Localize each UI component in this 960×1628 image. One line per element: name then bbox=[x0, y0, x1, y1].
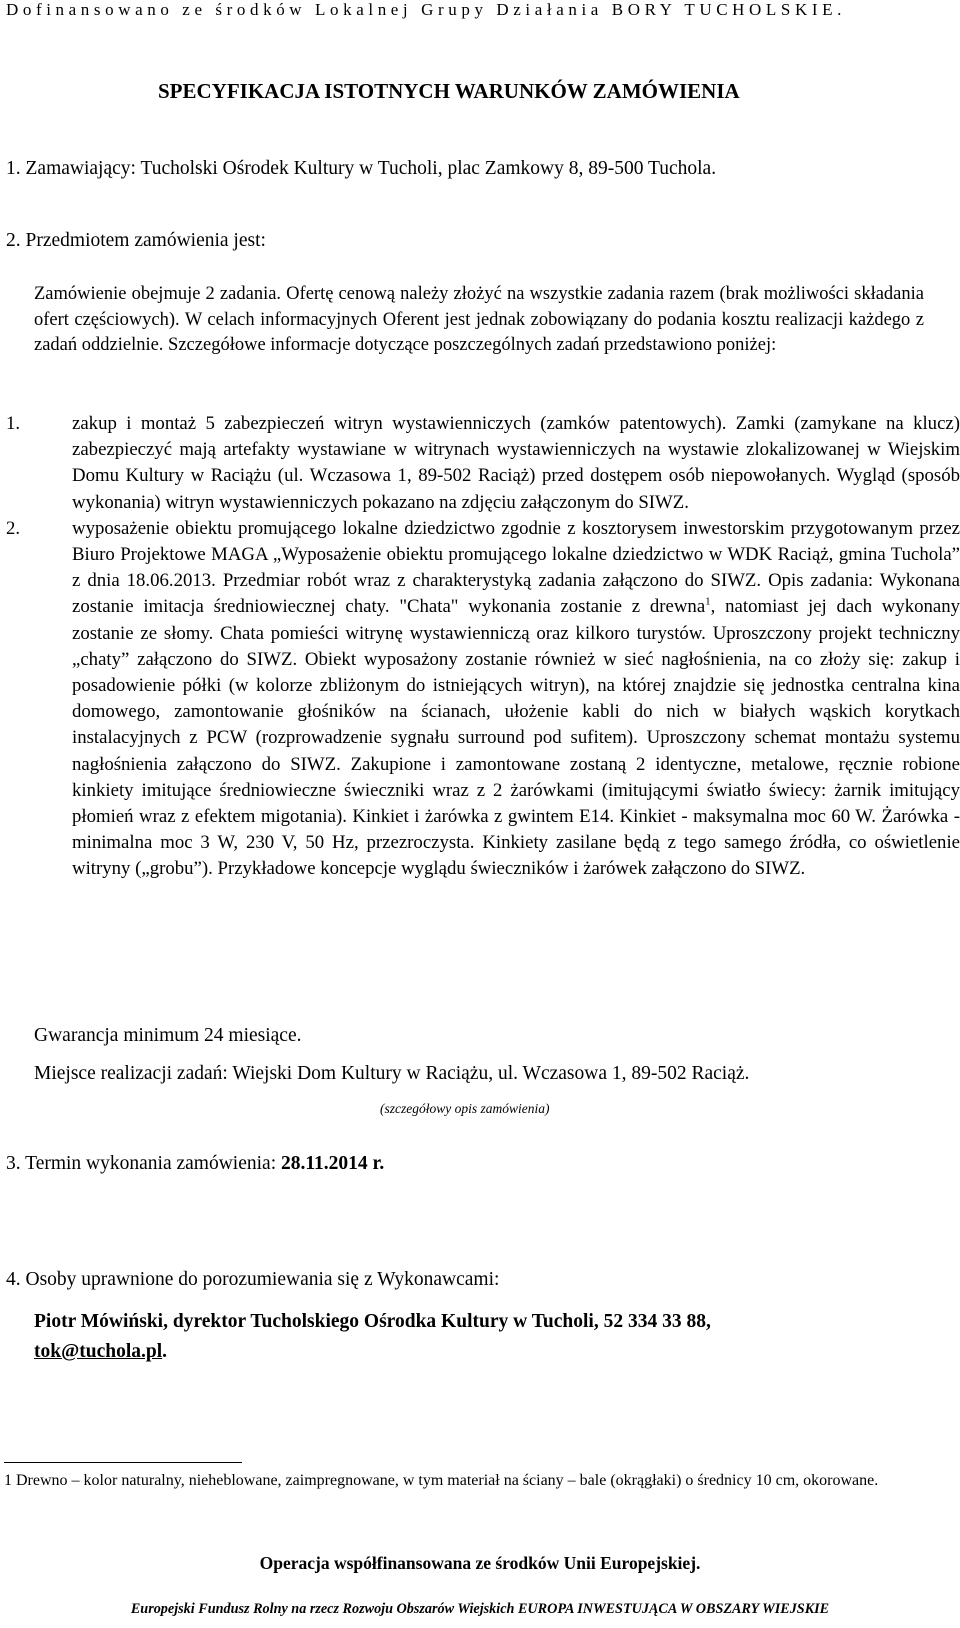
task-item-1-text: zakup i montaż 5 zabezpieczeń witryn wystawienniczych (zamków patentowych). Zamki (zamykane na klucz) zabezpieczyć mają artefakty wystawiane w witrynach wystawienniczych na wystawie zlokalizowanej w Wiejskim Domu Kultury w Raciążu (ul. Wczasowa 1, 89-502 Raciąż) przed dostępem osób niepowołanych. Wygląd (sposób wykonania) witryn wystawienniczych pokazano na zdjęciu załączonym do SIWZ. bbox=[72, 413, 960, 513]
contact-email-line bbox=[34, 1341, 167, 1363]
section-3-deadline bbox=[6, 1153, 384, 1175]
task-item-2-number: 2. bbox=[6, 517, 21, 539]
detail-caption: (szczegółowy opis zamówienia) bbox=[380, 1101, 550, 1116]
deadline-label: 3. Termin wykonania zamówienia: bbox=[6, 1153, 281, 1174]
contact-person: Piotr Mówiński, dyrektor Tucholskiego Ośrodka Kultury w Tucholi, 52 334 33 88, bbox=[34, 1311, 711, 1332]
footer-cofinancing: Operacja współfinansowana ze środków Unii Europejskiej. bbox=[259, 1553, 701, 1573]
section-4-heading: 4. Osoby uprawnione do porozumiewania się z Wykonawcami: bbox=[6, 1269, 500, 1290]
task-item-2-text-a: wyposażenie obiektu promującego lokalne dziedzictwo zgodnie z kosztorysem inwestorskim przygotowanym przez Biuro Projektowe MAGA „Wyposażenie obiektu promującego lokalne dziedzictwo w WDK Raciąż, gmina Tuchola” z dnia 18.06.2013. Przedmiar robót wraz z charakterystyką zadania załączono do SIWZ. Opis zadania: Wykonana zostanie imitacja średniowiecznej chaty. "Chata" wykonania zostanie z drewna bbox=[72, 517, 960, 618]
footnote-separator bbox=[4, 1462, 242, 1463]
task-item-1 bbox=[6, 411, 960, 516]
document-title: SPECYFIKACJA ISTOTNYCH WARUNKÓW ZAMÓWIENIA bbox=[158, 79, 740, 103]
section-2-intro: Zamówienie obejmuje 2 zadania. Ofertę cenową należy złożyć na wszystkie zadania razem (brak możliwości składania ofert częściowych). W celach informacyjnych Oferent jest jednak zobowiązany do podania kosztu realizacji każdego z zadań oddzielnie. Szczegółowe informacje dotyczące poszczególnych zadań przedstawiono poniżej: bbox=[34, 284, 924, 356]
task-item-2-text-b: , natomiast jej dach wykonany zostanie ze słomy. Chata pomieści witrynę wystawienniczą oraz kilkoro turystów. Uproszczony projekt techniczny „chaty” załączono do SIWZ. Obiekt wyposażony zostanie również w sieć nagłośnienia, na co złoży się: zakup i posadowienie półki (w kolorze zbliżonym do istniejących witryn), na której znajdzie się jednostka centralna kina domowego, zamontowanie głośników na ścianach, ułożenie kabli do nich w białych wąskich korytkach instalacyjnych z PCW (rozprowadzenie sygnału surround pod sufitem). Uproszczony schemat montażu systemu nagłośnienia załączono do SIWZ. Zakupione i zamontowane zostaną 2 identyczne, metalowe, ręcznie robione kinkiety imitujące średniowieczne świeczniki wraz z 2 żarówkami (imitującymi światło świecy: żarnik imitujący płomień wraz z efektem migotania). Kinkiet i żarówka z gwintem E14. Kinkiet - maksymalna moc 60 W. Żarówka - minimalna moc 3 W, 230 V, 50 Hz, przezroczysta. Kinkiety zasilane będą z tego samego źródła, co oświetlenie witryny („grobu”). Przykładowe koncepcje wyglądu świeczników i żarówek załączono do SIWZ. bbox=[72, 596, 960, 880]
footer-eafrd: Europejski Fundusz Rolny na rzecz Rozwoju Obszarów Wiejskich EUROPA INWESTUJĄCA W OBSZARY WIEJSKIE bbox=[130, 1601, 830, 1617]
deadline-date: 28.11.2014 r. bbox=[281, 1153, 385, 1174]
contact-email-link[interactable]: tok@tuchola.pl bbox=[34, 1341, 163, 1362]
funding-header: Dofinansowano ze środków Lokalnej Grupy Działania BORY TUCHOLSKIE. bbox=[6, 0, 846, 19]
location-text: Miejsce realizacji zadań: Wiejski Dom Kultury w Raciążu, ul. Wczasowa 1, 89-502 Raciąż. bbox=[34, 1063, 750, 1084]
task-list bbox=[6, 411, 960, 883]
task-item-1-number: 1. bbox=[6, 413, 21, 434]
footnote-ref: 1 bbox=[705, 596, 711, 609]
section-1-contracting-authority: 1. Zamawiający: Tucholski Ośrodek Kultury w Tucholi, plac Zamkowy 8, 89-500 Tuchola. bbox=[6, 158, 717, 179]
contact-email-suffix: . bbox=[162, 1341, 167, 1362]
footnote-text: 1 Drewno – kolor naturalny, nieheblowane, zaimpregnowane, w tym materiał na ściany – bale (okrągłaki) o średnicy 10 cm, okorowane. bbox=[4, 1472, 879, 1489]
section-2-heading: 2. Przedmiotem zamówienia jest: bbox=[6, 230, 266, 251]
task-item-2 bbox=[6, 516, 960, 883]
guarantee-text: Gwarancja minimum 24 miesiące. bbox=[34, 1025, 302, 1046]
